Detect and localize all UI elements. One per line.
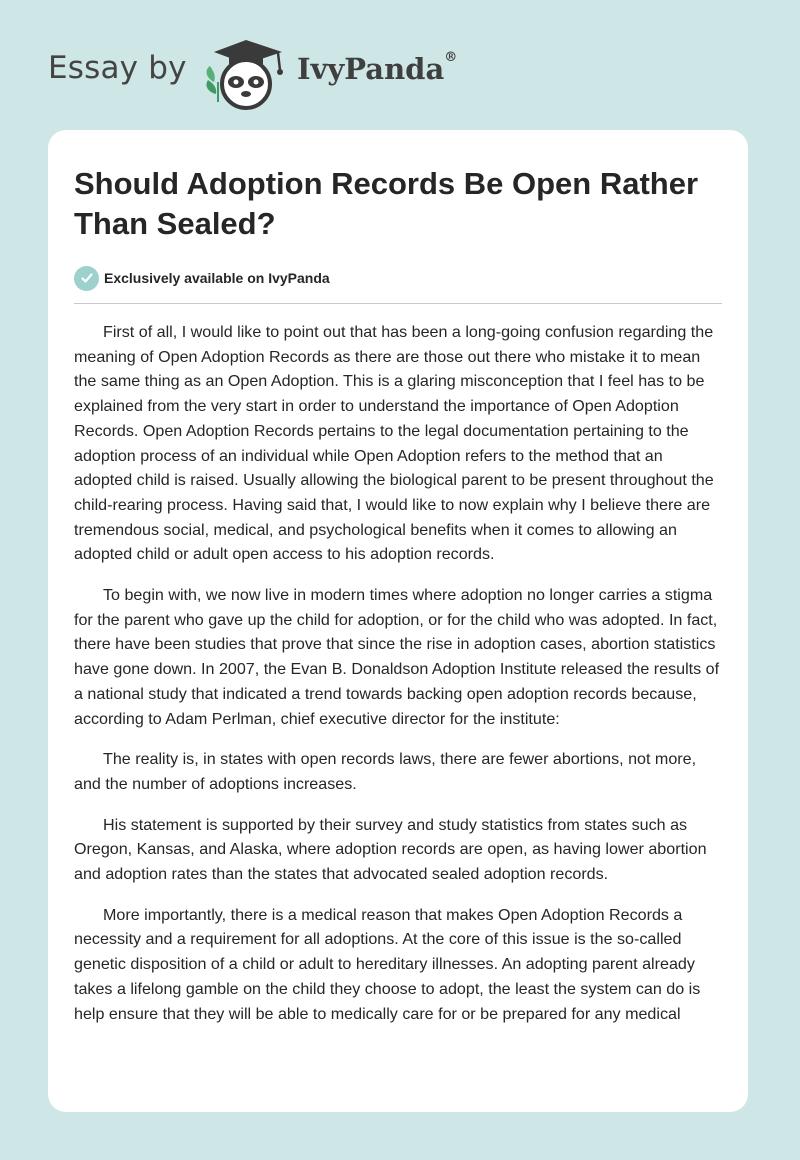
essay-by-label: Essay by bbox=[48, 50, 187, 86]
article-body bbox=[74, 320, 724, 1042]
check-circle-icon bbox=[74, 266, 99, 291]
exclusive-badge bbox=[74, 265, 330, 291]
paragraph: More importantly, there is a medical reason that makes Open Adoption Records a necessity and a requirement for all adoptions. At the core of this issue is the so-called genetic disposition of a child or adult to hereditary illnesses. An adopting parent already takes a lifelong gamble on the child they choose to adopt, the least the system can do is help ensure that they will be able to medically care for or be prepared for any medical bbox=[74, 905, 701, 1023]
paragraph: To begin with, we now live in modern times where adoption no longer carries a stigma for the parent who gave up the child for adoption, or for the child who was adopted. In fact, there have been studies that prove that since the rise in adoption cases, abortion statistics have gone down. In 2007, the Evan B. Donaldson Adoption Institute released the results of a national study that indicated a trend towards backing open adoption records because, according to Adam Perlman, chief executive director for the institute: bbox=[74, 586, 720, 728]
quote-paragraph: The reality is, in states with open records laws, there are fewer abortions, not more, and the number of adoptions increases. bbox=[74, 750, 697, 793]
registered-mark: ® bbox=[444, 50, 458, 65]
divider bbox=[74, 303, 722, 304]
paragraph: His statement is supported by their survey and study statistics from states such as Oregon, Kansas, and Alaska, where adoption records are open, as having lower abortion and adoption rates than the states that advocated sealed adoption records. bbox=[74, 815, 707, 884]
article-card bbox=[48, 130, 748, 1112]
panda-graduate-icon[interactable] bbox=[200, 34, 292, 110]
paragraph: First of all, I would like to point out that has been a long-going confusion regarding the meaning of Open Adoption Records as there are those out there who mistake it to mean the same thing as an Open Adoption. This is a glaring misconception that I feel has to be explained from the very start in order to understand the importance of Open Adoption Records. Open Adoption Records pertains to the legal documentation pertaining to the adoption process of an individual while Open Adoption refers to the method that an adopted child is raised. Usually allowing the biological parent to be present throughout the child-rearing process. Having said that, I would like to now explain why I believe there are tremendous social, medical, and psychological benefits when it comes to allowing an adopted child or adult open access to his adoption records. bbox=[74, 323, 714, 564]
exclusive-label: Exclusively available on IvyPanda bbox=[104, 270, 330, 286]
site-header bbox=[0, 0, 800, 130]
page-title: Should Adoption Records Be Open Rather Than Sealed? bbox=[74, 166, 699, 241]
brand-name[interactable]: IvyPanda® bbox=[297, 50, 458, 86]
